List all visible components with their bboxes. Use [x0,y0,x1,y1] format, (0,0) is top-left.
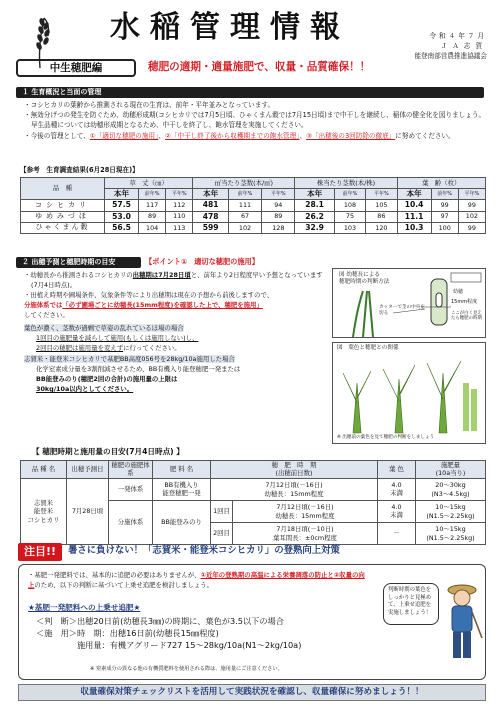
survey-caption: 【参考 生育調査結果(6月28日現在)】 [20,166,139,174]
topdress-plan-body: ＜判 断＞出穂20日前(幼穂長3㎜)の時期に、葉色が3.5以下の場合 ＜施 用＞時 期：出穂16日前(幼穂長15㎜程度) 施用量：有機アグリード727 15～28kg/10a(N1～2kg/10a) [36,616,302,650]
section1-bullet: ・無効分げつの発生を防ぐため、幼穂形成期(コシヒカリでは7月5日頃、ひゃくまん穀では7月15日頃)まで中干しを継続し、稲体の健全化を図りましょう。早生品種については幼穂形成期となるため、中干しを終了し、飽水管理を実施してください。 [24,111,486,130]
point-water: ②「中干し終了後から収穫期までの飽水管理」 [164,131,300,140]
attention-tag: 注目!! [18,543,62,561]
point-heading: 【ポイント① 適切な穂肥の施用】 [145,257,259,266]
rice-plant-illustration [333,343,487,445]
issue-date: 令和４年７月 [429,32,487,40]
footer-banner: 収量確保対策チェックリストを活用して実践状況を確認し、収量確保に努めましょう！！ [18,684,486,701]
plan-note: ※ 窒素成分の異なる他の有機質肥料を使用される際は、施用量にご注意ください。 [90,666,283,672]
panicle-length-figure: 図 幼穂長による 穂肥時期の判断方法 幼穂 15mm程度 カッターで茎の中央を切る ここが白く見えたら穂肥の時期 [332,268,486,338]
heading-variation-note: ・田植え時期や圃場条件、気象条件等により出穂期は現在の予想から前後しますので、 [24,291,274,300]
farmer-icon [440,578,486,664]
point-fertilizer: ①「適切な穂肥の施用」 [89,131,159,140]
col-stems: ㎡当たり茎数(本/㎡) [193,178,295,189]
growth-survey-table: 品 種 草 丈（㎝） ㎡当たり茎数(本/㎡) 株当たり茎数(本/株) 葉 齢（枚） 本年 前年% 平年% 本年 前年% 平年% 本年 前年% 平年% 本年 前年% 平年% コシヒカリ 57.5 117 112 481 111 94 28.1 108 105 10.4 99 99 ゆめみづほ 53.0 89 110 478 67 89 26.2 75 86 11.1 97 102 ひゃくまん穀 56.5 104 113 599 102 128 32.9 103 120 10.3 100 99 [20,177,486,234]
col-variety: 品 種 [21,178,105,200]
col-height: 草 丈（㎝） [105,178,193,189]
issuer-block [392,32,487,62]
section2-heading: ２ 出穂予測と穂肥時期の目安 [16,257,141,268]
dense-field-note: 葉色が濃く、茎数が過剰で草姿の乱れているほ場の場合 1回目の施肥量を減らして施用(もしくは施用しない)し、 2回目の穂肥は施用量を変えずに行ってください。 [24,323,199,352]
page-title: 水稲管理情報 [110,10,350,45]
section1-body [24,100,486,141]
warning-title: 暑さに負けない！「志賀米・能登米コシヒカリ」の登熟向上対策 [68,545,340,556]
point-pest: ③「出穂後の3回防除の徹底」 [306,131,396,140]
section1-heading: １ 生育概況と当面の管理 [16,87,484,98]
table-row: コシヒカリ 57.5 117 112 481 111 94 28.1 108 105 10.4 99 99 [21,200,486,211]
table-row: 志賀米 能登米 コシヒカリ 7月28日頃 一発体系 BB有機入り 能登穂肥一発 7月12日頃(－16日) 幼穂長：15mm程度 4.0 未満 20～30kg (N3～4.5kg) [21,479,486,501]
leaf-color-figure: 図 葉色と穂肥との関係 ※ 出穂前の葉色を見て穂肥の判断をしましょう [332,342,486,444]
section1-bullet-management: ・今後の管理として、①「適切な穂肥の施用」、②「中干し終了後から収穫期までの飽水管理」、③「出穂後の3回防除の徹底」に努めてください。 [24,131,455,140]
split-system-note: 分施体系では「必ず圃場ごとに幼穂長(15mm程度)を確認した上で、穂肥を施用」 してください。 [24,301,263,320]
timing-table-title: 【 穂肥時期と施用量の目安(7月4日時点) 】 [32,447,184,456]
table-row: 分施体系 BB能登みのり 1回目 7月12日頃(－16日) 幼穂長：15mm程度 4.0 未満 10～15kg (N1.5～2.25kg) [21,501,486,523]
fertilizer-timing-table: 品 種 名 出穂予測日 穂肥の施肥体系 肥 料 名 穂 肥 時 期 (出穂前日数) 葉 色 施肥量 (10a当り) 志賀米 能登米 コシヒカリ 7月28日頃 一発体系 BB有機入り 能登穂肥一発 7月12日頃(－16日) 幼穂長：15mm程度 4.0 未満 20～30kg (N3～4.5kg) 分施体系 BB能登みのり 1回目 7月12日頃(－16日) 幼穂長：15mm程度 4.0 未満 10～15kg (N1.5～2.25kg) 2回目 7月18日頃(－10日) 葉耳間長：±0cm程度 － 10～15kg (N1.5～2.25kg) [20,460,486,545]
section1-bullet: ・コシヒカリの葉齢から推測される現在の生育は、前年・平年並みとなっています。 [24,101,275,109]
speech-bubble: 判断時期の葉色をしっかりと見極めて、上乗せ追肥を実施しましょう！ [383,583,439,625]
table-row: ゆめみづほ 53.0 89 110 478 67 89 26.2 75 86 11.1 97 102 [21,211,486,222]
section2-body [24,270,326,394]
basal-fertilizer-note: 志賀米・能登米コシヒカリで基肥BB高度056号を28kg/10a施用した場合 化学窒素成分量を3割削減させるため、BB有機入り能登穂肥一発または BB能登みのり(穂肥2回の合計)の施用量の上限は 30kg/10a以内としてください。 [24,354,241,394]
slogan: 穂肥の適期・適量施肥で、収量・品質確保！！ [148,61,371,73]
edition-label: 中生穂肥編 [16,59,136,77]
table-row: 2回目 7月18日頃(－10日) 葉耳間長：±0cm程度 － 10～15kg (N1.5～2.25kg) [21,523,486,545]
topdress-plan-title: ★基肥一発肥料への上乗せ追肥★ [28,603,141,612]
issuer-council: 能登南部営農推進協議会 [414,51,487,60]
issuer-ja: ＪＡ志賀 [440,41,487,50]
col-stems-per-hill: 株当たり茎数(本/株) [295,178,397,189]
heading-forecast: ・幼穂長から推測されるコシヒカリの出穂期は7月28日頃と、前年より2日程度早い予想となっています(7月4日時点)。 [24,271,323,290]
table-row: ひゃくまん穀 56.5 104 113 599 102 128 32.9 103 120 10.3 100 99 [21,222,486,233]
warning-body: ・基肥一発肥料では、基本的に追肥の必要はありませんが、①近年の登熟期の高温による栄養凋落の防止と②収量の向上のため、以下の判断に基づいて上乗せ追肥を検討しましょう。 [28,571,365,590]
col-leaf: 葉 齢（枚） [397,178,485,189]
